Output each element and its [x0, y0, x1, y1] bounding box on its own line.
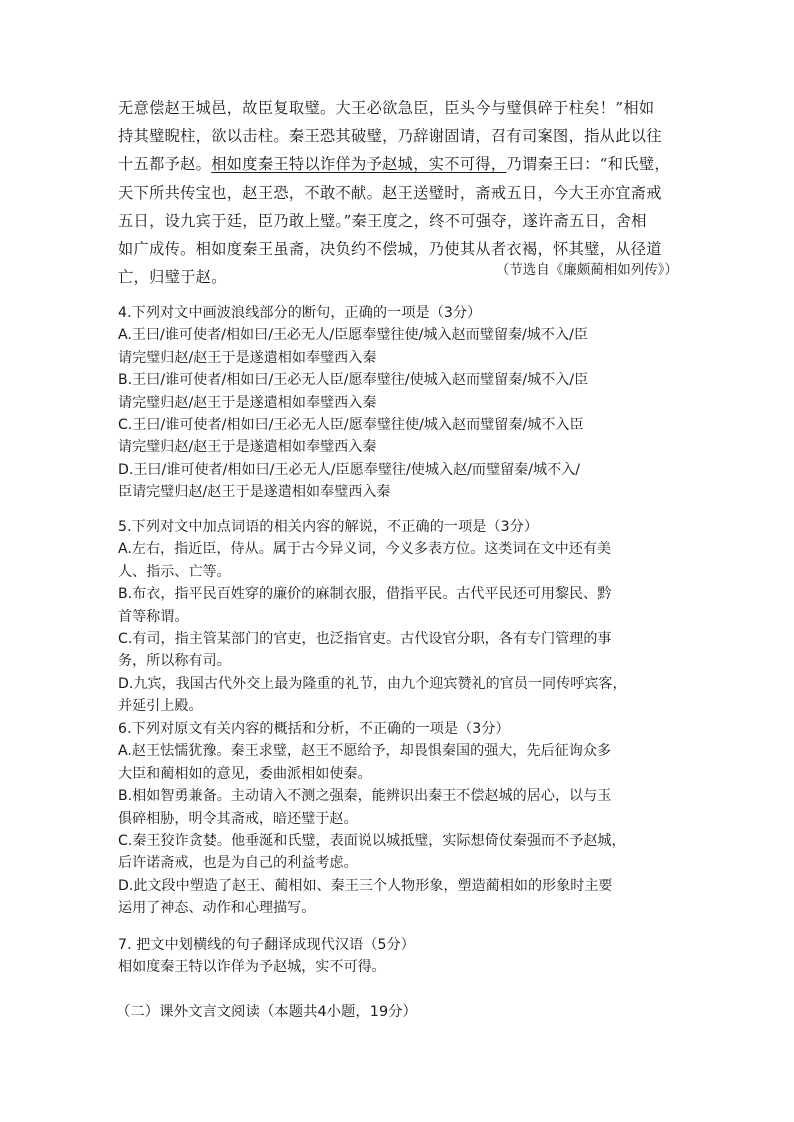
option-b-cont: 首等称谓。: [118, 608, 189, 625]
option-d: D.王曰/谁可使者/相如曰/王必无人/臣愿奉璧往/使城入赵/而璧留秦/城不入/: [118, 461, 581, 478]
option-b-cont: 俱碎相胁，明令其斋戒，暗还璧于赵。: [118, 810, 358, 827]
passage-line: [118, 150, 678, 178]
question-stem: 6.下列对原文有关内容的概括和分析，不正确的一项是（3分）: [118, 721, 510, 737]
question-stem: 5.下列对文中加点词语的相关内容的解说，不正确的一项是（3分）: [118, 519, 539, 535]
option-d-cont: 并延引上殿。: [118, 698, 203, 715]
option-a: A.王曰/谁可使者/相如曰/王必无人/臣愿奉璧往使/城入赵而璧留秦/城不入/臣: [118, 327, 588, 344]
option-d: D.此文段中塑造了赵王、蔺相如、秦王三个人物形象，塑造蔺相如的形象时主要: [118, 877, 613, 894]
passage-line: 天下所共传宝也，赵王恐，不敢不献。赵王送璧时，斋戒五日，今大王亦宜斋戒: [118, 183, 662, 202]
underlined-sentence: 相如度秦王特以诈佯为予赵城，实不可得，: [211, 155, 507, 174]
option-d-cont: 臣请完璧归赵/赵王于是遂遣相如奉璧西入秦: [118, 484, 391, 501]
passage-text: 乃谓秦王曰：“和氏璧，: [506, 155, 670, 174]
option-c: C.有司，指主管某部门的官吏，也泛指官吏。古代设官分职，各有专门管理的事: [118, 631, 612, 648]
option-d: D.九宾，我国古代外交上最为隆重的礼节，由九个迎宾赞礼的官员一同传呼宾客，: [118, 675, 627, 692]
passage-line: 无意偿赵王城邑，故臣复取璧。大王必欲急臣，臣头今与璧俱碎于柱矣！”相如: [118, 99, 655, 117]
passage-line: 持其璧睨柱，欲以击柱。秦王恐其破璧，乃辞谢固请，召有司案图，指从此以往: [118, 127, 662, 146]
section-heading: （二）课外文言文阅读（本题共4小题，19分）: [116, 1004, 417, 1020]
question-4: [118, 302, 688, 504]
option-c-cont: 请完璧归赵/赵王于是遂遣相如奉璧西入秦: [118, 439, 377, 456]
option-c-cont: 后许诺斋戒，也是为自己的利益考虑。: [118, 855, 358, 872]
option-a-cont: 人、指示、亡等。: [118, 563, 231, 580]
translation-sentence: 相如度秦王特以诈佯为予赵城，实不可得。: [118, 959, 386, 976]
passage-line: 亡，归璧于赵。: [118, 268, 227, 287]
option-a-cont: 大臣和蔺相如的意见，委曲派相如使秦。: [118, 765, 372, 782]
option-b: B.相如智勇兼备。主动请入不测之强秦，能辨识出秦王不偿赵城的居心，以与玉: [118, 788, 612, 805]
option-d-cont: 运用了神态、动作和心理描写。: [118, 900, 316, 917]
question-stem: 7. 把文中划横线的句子翻译成现代汉语（5分）: [118, 937, 415, 953]
option-a-cont: 请完璧归赵/赵王于是遂遣相如奉璧西入秦: [118, 349, 377, 366]
question-6: [118, 718, 688, 920]
option-b: B.布衣，指平民百姓穿的廉价的麻制衣服，借指平民。古代平民还可用黎民、黔: [118, 586, 612, 603]
option-b-cont: 请完璧归赵/赵王于是遂遣相如奉璧西入秦: [118, 394, 377, 411]
question-5: [118, 516, 688, 718]
option-c-cont: 务，所以称有司。: [118, 653, 231, 670]
passage-line: 如广成传。相如度秦王虽斋，决负约不偿城，乃使其从者衣褐，怀其璧，从径道: [118, 240, 662, 259]
option-c: C.王曰/谁可使者/相如曰/王必无人臣/愿奉璧往使/城入赵而璧留秦/城不入臣: [118, 417, 584, 434]
passage-text: 十五都予赵。: [118, 155, 212, 174]
question-7: [118, 934, 688, 979]
passage-source: （节选自《廉颇蔺相如列传》）: [495, 262, 678, 278]
option-a: A.左右，指近臣，侍从。属于古今异义词，今义多表方位。这类词在文中还有美: [118, 541, 612, 558]
option-a: A.赵王怯懦犹豫。秦王求璧，赵王不愿给予，却畏惧秦国的强大，先后征询众多: [118, 743, 612, 760]
option-b: B.王曰/谁可使者/相如曰/王必无人臣/愿奉璧往/使城入赵而璧留秦/城不入/臣: [118, 372, 589, 389]
question-stem: 4.下列对文中画波浪线部分的断句，正确的一项是（3分）: [118, 305, 482, 321]
option-c: C.秦王狡诈贪婪。他垂涎和氏璧，表面说以城抵璧，实际想倚仗秦强而不予赵城，: [118, 833, 626, 850]
passage-line: 五日，设九宾于廷，臣乃敢上璧。”秦王度之，终不可强夺，遂许斋五日，舍相: [118, 211, 647, 230]
